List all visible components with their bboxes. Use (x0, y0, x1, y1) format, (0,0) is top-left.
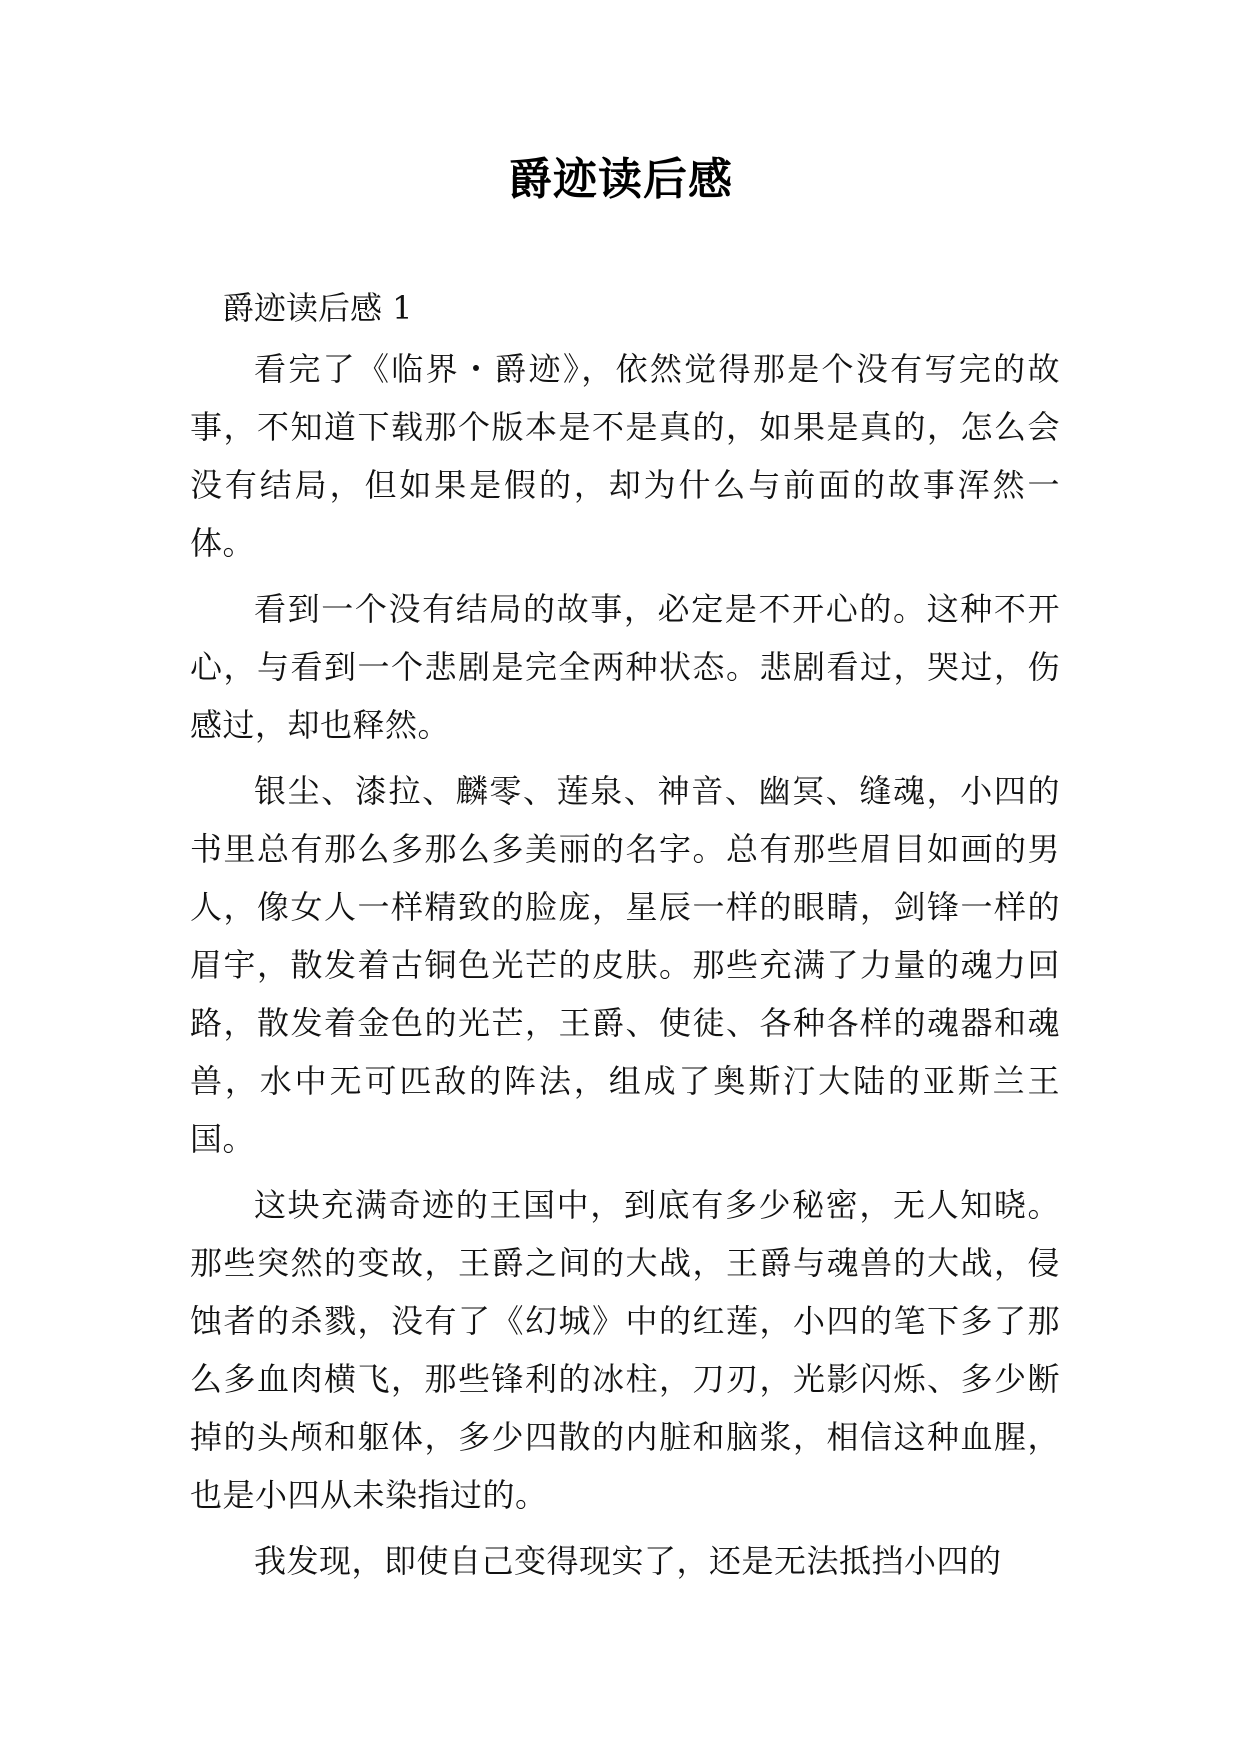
paragraph: 我发现，即使自己变得现实了，还是无法抵挡小四的 (254, 1542, 1002, 1580)
paragraph: 看到一个没有结局的故事，必定是不开心的。这种不开心，与看到一个悲剧是完全两种状态。悲剧看过，哭过，伤感过，却也释然。 (190, 590, 1060, 744)
document-title: 爵迹读后感 (508, 154, 733, 205)
document-body (190, 340, 1060, 1598)
paragraph: 银尘、漆拉、麟零、莲泉、神音、幽冥、缝魂，小四的书里总有那么多那么多美丽的名字。总有那些眉目如画的男人，像女人一样精致的脸庞，星辰一样的眼睛，剑锋一样的眉宇，散发着古铜色光芒的皮肤。那些充满了力量的魂力回路，散发着金色的光芒，王爵、使徒、各种各样的魂器和魂兽，水中无可匹敌的阵法，组成了奥斯汀大陆的亚斯兰王国。 (190, 772, 1060, 1158)
paragraph: 看完了《临界・爵迹》，依然觉得那是个没有写完的故事，不知道下载那个版本是不是真的，如果是真的，怎么会没有结局，但如果是假的，却为什么与前面的故事浑然一体。 (190, 350, 1060, 562)
paragraph: 这块充满奇迹的王国中，到底有多少秘密，无人知晓。那些突然的变故，王爵之间的大战，王爵与魂兽的大战，侵蚀者的杀戮，没有了《幻城》中的红莲，小四的笔下多了那么多血肉横飞，那些锋利的冰柱，刀刃，光影闪烁、多少断掉的头颅和躯体，多少四散的内脏和脑浆，相信这种血腥，也是小四从未染指过的。 (190, 1186, 1060, 1514)
section-heading: 爵迹读后感 1 (222, 289, 413, 327)
